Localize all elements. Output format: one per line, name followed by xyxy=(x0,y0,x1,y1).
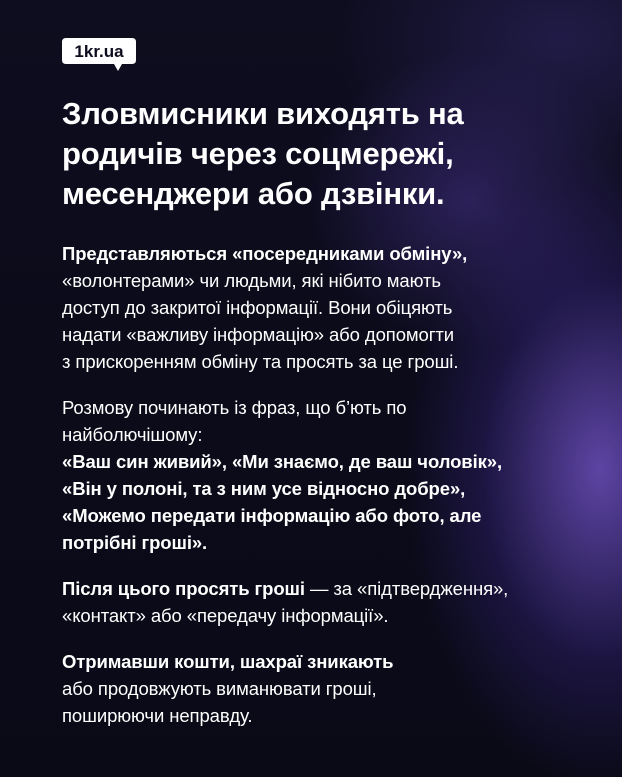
paragraph-line: або продовжують виманювати гроші, xyxy=(62,678,377,699)
paragraph-line: поширюючи неправду. xyxy=(62,705,253,726)
quote-line: «Можемо передати інформацію або фото, але xyxy=(62,505,482,526)
logo-text: 1kr.ua xyxy=(74,42,124,61)
paragraph-line: з прискоренням обміну та просять за це гроші. xyxy=(62,351,459,372)
quote-line: потрібні гроші». xyxy=(62,532,208,553)
headline-line: родичів через соцмережі, xyxy=(62,136,454,171)
paragraph-line: найболючішому: xyxy=(62,424,203,445)
paragraph-line: доступ до закритої інформації. Вони обіцяють xyxy=(62,297,453,318)
paragraph-line: «контакт» або «передачу інформації». xyxy=(62,605,389,626)
quote-line: «Він у полоні, та з ним усе відносно добре», xyxy=(62,478,466,499)
paragraph-money-request xyxy=(62,575,592,629)
headline-line: Зловмисники виходять на xyxy=(62,96,464,131)
logo[interactable] xyxy=(60,36,138,72)
body-text xyxy=(62,240,592,748)
paragraph-lead: Після цього просять гроші xyxy=(62,578,305,599)
logo-badge-icon xyxy=(60,36,138,72)
paragraph-rest: — за «підтвердження», xyxy=(304,578,509,599)
paragraph-line: надати «важливу інформацію» або допомогти xyxy=(62,324,454,345)
quote-line: «Ваш син живий», «Ми знаємо, де ваш чоловік», xyxy=(62,451,502,472)
paragraph-phrases xyxy=(62,394,592,556)
paragraph-intermediaries xyxy=(62,240,592,375)
headline-line: месенджери або дзвінки. xyxy=(62,176,445,211)
paragraph-lead: Отримавши кошти, шахраї зникають xyxy=(62,651,394,672)
paragraph-line: Розмову починають із фраз, що б’ють по xyxy=(62,397,407,418)
headline xyxy=(62,94,582,214)
paragraph-lead: Представляються «посередниками обміну», xyxy=(62,243,468,264)
paragraph-line xyxy=(62,575,592,602)
paragraph-disappear xyxy=(62,648,592,729)
paragraph-line: «волонтерами» чи людьми, які нібито мають xyxy=(62,270,441,291)
